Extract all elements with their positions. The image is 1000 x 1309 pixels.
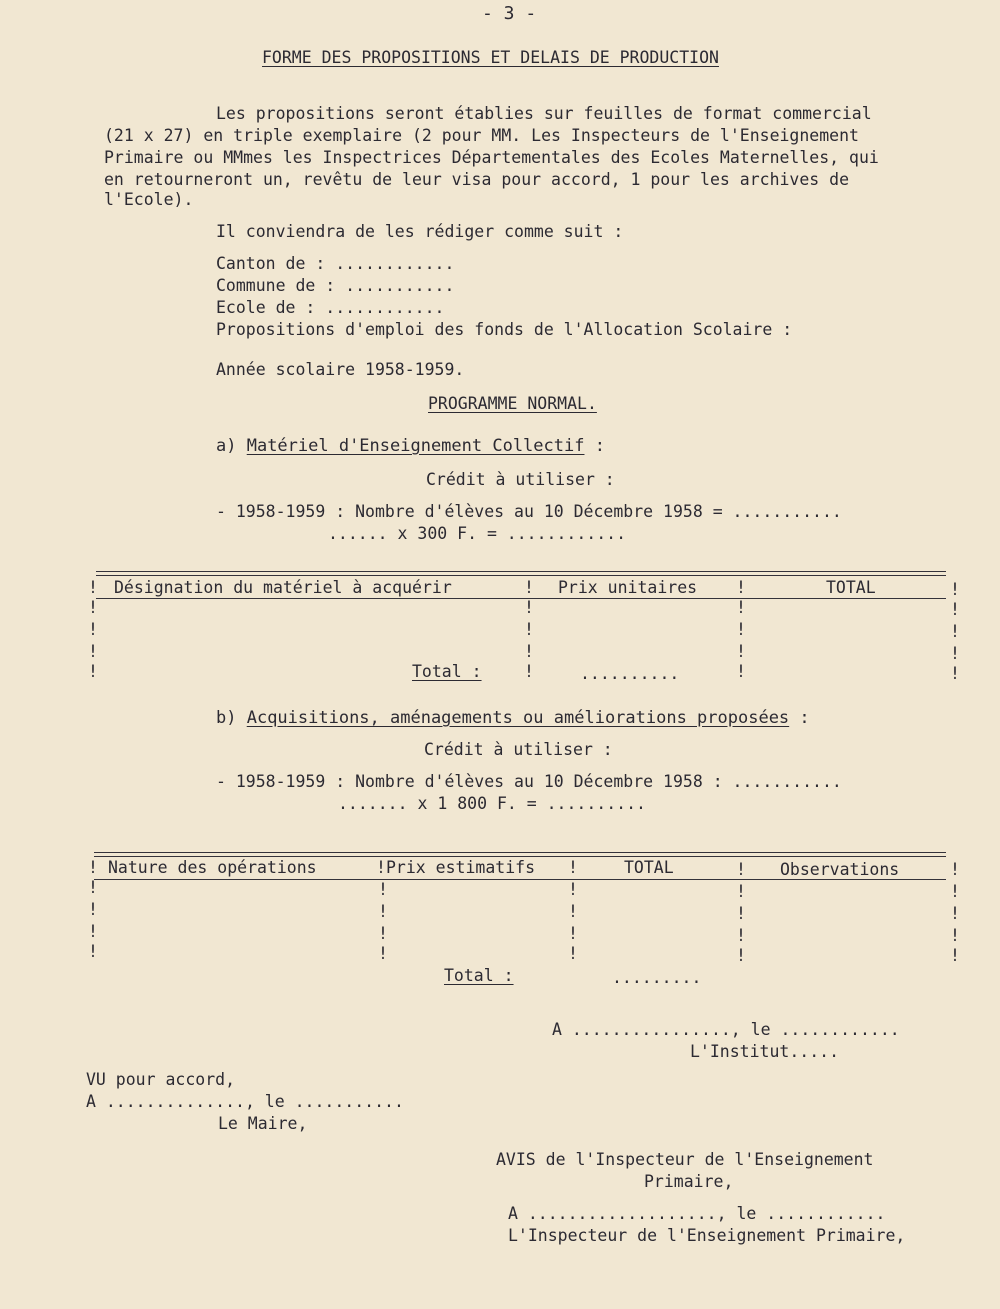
table-b-bar: !: [950, 946, 960, 965]
table-a-top-rule-2: [96, 575, 946, 576]
table-a-bar: !: [736, 578, 746, 597]
table-a-bar: !: [950, 580, 960, 599]
table-b-bar: !: [950, 926, 960, 945]
section-b-heading: b) Acquisitions, aménagements ou améliorations proposées :: [216, 708, 810, 728]
field-propositions: Propositions d'emploi des fonds de l'Allocation Scolaire :: [216, 320, 793, 339]
table-b-bar: !: [568, 944, 578, 963]
table-b-bar: !: [568, 902, 578, 921]
table-a-bar: !: [524, 642, 534, 661]
table-a-header-total: TOTAL: [826, 578, 876, 597]
inspecteur-signature: L'Inspecteur de l'Enseignement Primaire,: [508, 1226, 906, 1245]
table-b-bar: !: [378, 924, 388, 943]
section-a-credit: Crédit à utiliser :: [426, 470, 615, 489]
table-b-bar: !: [378, 944, 388, 963]
section-a-calc-line-1: - 1958-1959 : Nombre d'élèves au 10 Décembre 1958 = ...........: [216, 502, 842, 521]
section-a-calc-line-2: ...... x 300 F. = ............: [328, 524, 627, 543]
table-b-bar: !: [736, 926, 746, 945]
section-b-calc-line-2: ....... x 1 800 F. = ..........: [338, 794, 646, 813]
intro-line-5: l'Ecole).: [104, 190, 194, 209]
table-b-bar: !: [88, 858, 98, 877]
table-a-header-designation: Désignation du matériel à acquérir: [114, 578, 452, 597]
table-a-bar: !: [736, 642, 746, 661]
table-b-bar: !: [736, 860, 746, 879]
table-b-bar: !: [378, 902, 388, 921]
table-b-bar: !: [736, 882, 746, 901]
field-ecole: Ecole de : ............: [216, 298, 445, 317]
table-a-bar: !: [950, 622, 960, 641]
table-a-bar: !: [88, 620, 98, 639]
table-b-total-value: .........: [612, 968, 702, 987]
table-a-header-prix: Prix unitaires: [558, 578, 698, 597]
table-b-header-observations: Observations: [780, 860, 900, 879]
table-a-bar: !: [736, 620, 746, 639]
table-a-top-rule: [96, 571, 946, 572]
intro-line-4: en retourneront un, revêtu de leur visa pour accord, 1 pour les archives de: [104, 170, 850, 189]
intro-line-2: (21 x 27) en triple exemplaire (2 pour MM. Les Inspecteurs de l'Enseignement: [104, 126, 859, 145]
table-a-total-label: Total :: [412, 662, 482, 681]
field-canton: Canton de : ............: [216, 254, 455, 273]
table-a-bar: !: [88, 642, 98, 661]
table-b-header-total: TOTAL: [624, 858, 674, 877]
table-a-bar: !: [950, 664, 960, 683]
institut-date-line: A ................, le ............: [552, 1020, 900, 1039]
section-a-heading: a) Matériel d'Enseignement Collectif :: [216, 436, 605, 456]
annee-scolaire: Année scolaire 1958-1959.: [216, 360, 465, 379]
inspecteur-date-line: A ..................., le ............: [508, 1204, 886, 1223]
field-commune: Commune de : ...........: [216, 276, 455, 295]
table-b-total-label: Total :: [444, 966, 514, 985]
page-number: - 3 -: [482, 3, 537, 24]
table-b-bar: !: [88, 878, 98, 897]
table-a-bar: !: [88, 598, 98, 617]
table-a-bar: !: [88, 578, 98, 597]
table-b-bar: !: [950, 904, 960, 923]
table-a-bar: !: [524, 598, 534, 617]
table-b-header-nature: Nature des opérations: [108, 858, 317, 877]
table-b-bar: !: [376, 858, 386, 877]
table-b-bar: !: [88, 942, 98, 961]
table-b-bar: !: [568, 858, 578, 877]
section-b-credit: Crédit à utiliser :: [424, 740, 613, 759]
table-a-bar: !: [950, 600, 960, 619]
table-b-header-prix: Prix estimatifs: [386, 858, 536, 877]
table-b-bar: !: [568, 924, 578, 943]
table-a-bar: !: [524, 620, 534, 639]
main-heading: FORME DES PROPOSITIONS ET DELAIS DE PRODUCTION: [262, 48, 719, 67]
table-a-bar: !: [88, 662, 98, 681]
table-b-bar: !: [88, 922, 98, 941]
table-a-bar: !: [950, 644, 960, 663]
table-b-bar: !: [736, 904, 746, 923]
table-b-bar: !: [736, 946, 746, 965]
maire-date-line: A .............., le ...........: [86, 1092, 404, 1111]
table-a-bar: !: [524, 662, 534, 681]
intro-line-3: Primaire ou MMmes les Inspectrices Départementales des Ecoles Maternelles, qui: [104, 148, 879, 167]
maire-signature: Le Maire,: [218, 1114, 308, 1133]
table-a-bar: !: [736, 598, 746, 617]
table-b-top-rule: [94, 852, 946, 853]
institut-signature: L'Institut.....: [690, 1042, 840, 1061]
table-a-bar: !: [736, 662, 746, 681]
table-a-header-rule: [96, 598, 946, 599]
table-b-bar: !: [378, 880, 388, 899]
table-b-bar: !: [88, 900, 98, 919]
table-b-bar: !: [568, 880, 578, 899]
vu-pour-accord: VU pour accord,: [86, 1070, 236, 1089]
table-a-bar: !: [524, 578, 534, 597]
avis-line-2: Primaire,: [644, 1172, 734, 1191]
table-b-top-rule-2: [94, 856, 946, 857]
intro-line-1: Les propositions seront établies sur feuilles de format commercial: [216, 104, 872, 123]
conviendra-line: Il conviendra de les rédiger comme suit :: [216, 222, 624, 241]
table-b-bar: !: [950, 860, 960, 879]
table-b-bar: !: [950, 882, 960, 901]
section-b-calc-line-1: - 1958-1959 : Nombre d'élèves au 10 Décembre 1958 : ...........: [216, 772, 842, 791]
programme-normal: PROGRAMME NORMAL.: [428, 394, 597, 413]
avis-line-1: AVIS de l'Inspecteur de l'Enseignement: [496, 1150, 874, 1169]
table-a-total-value: ..........: [580, 664, 680, 683]
